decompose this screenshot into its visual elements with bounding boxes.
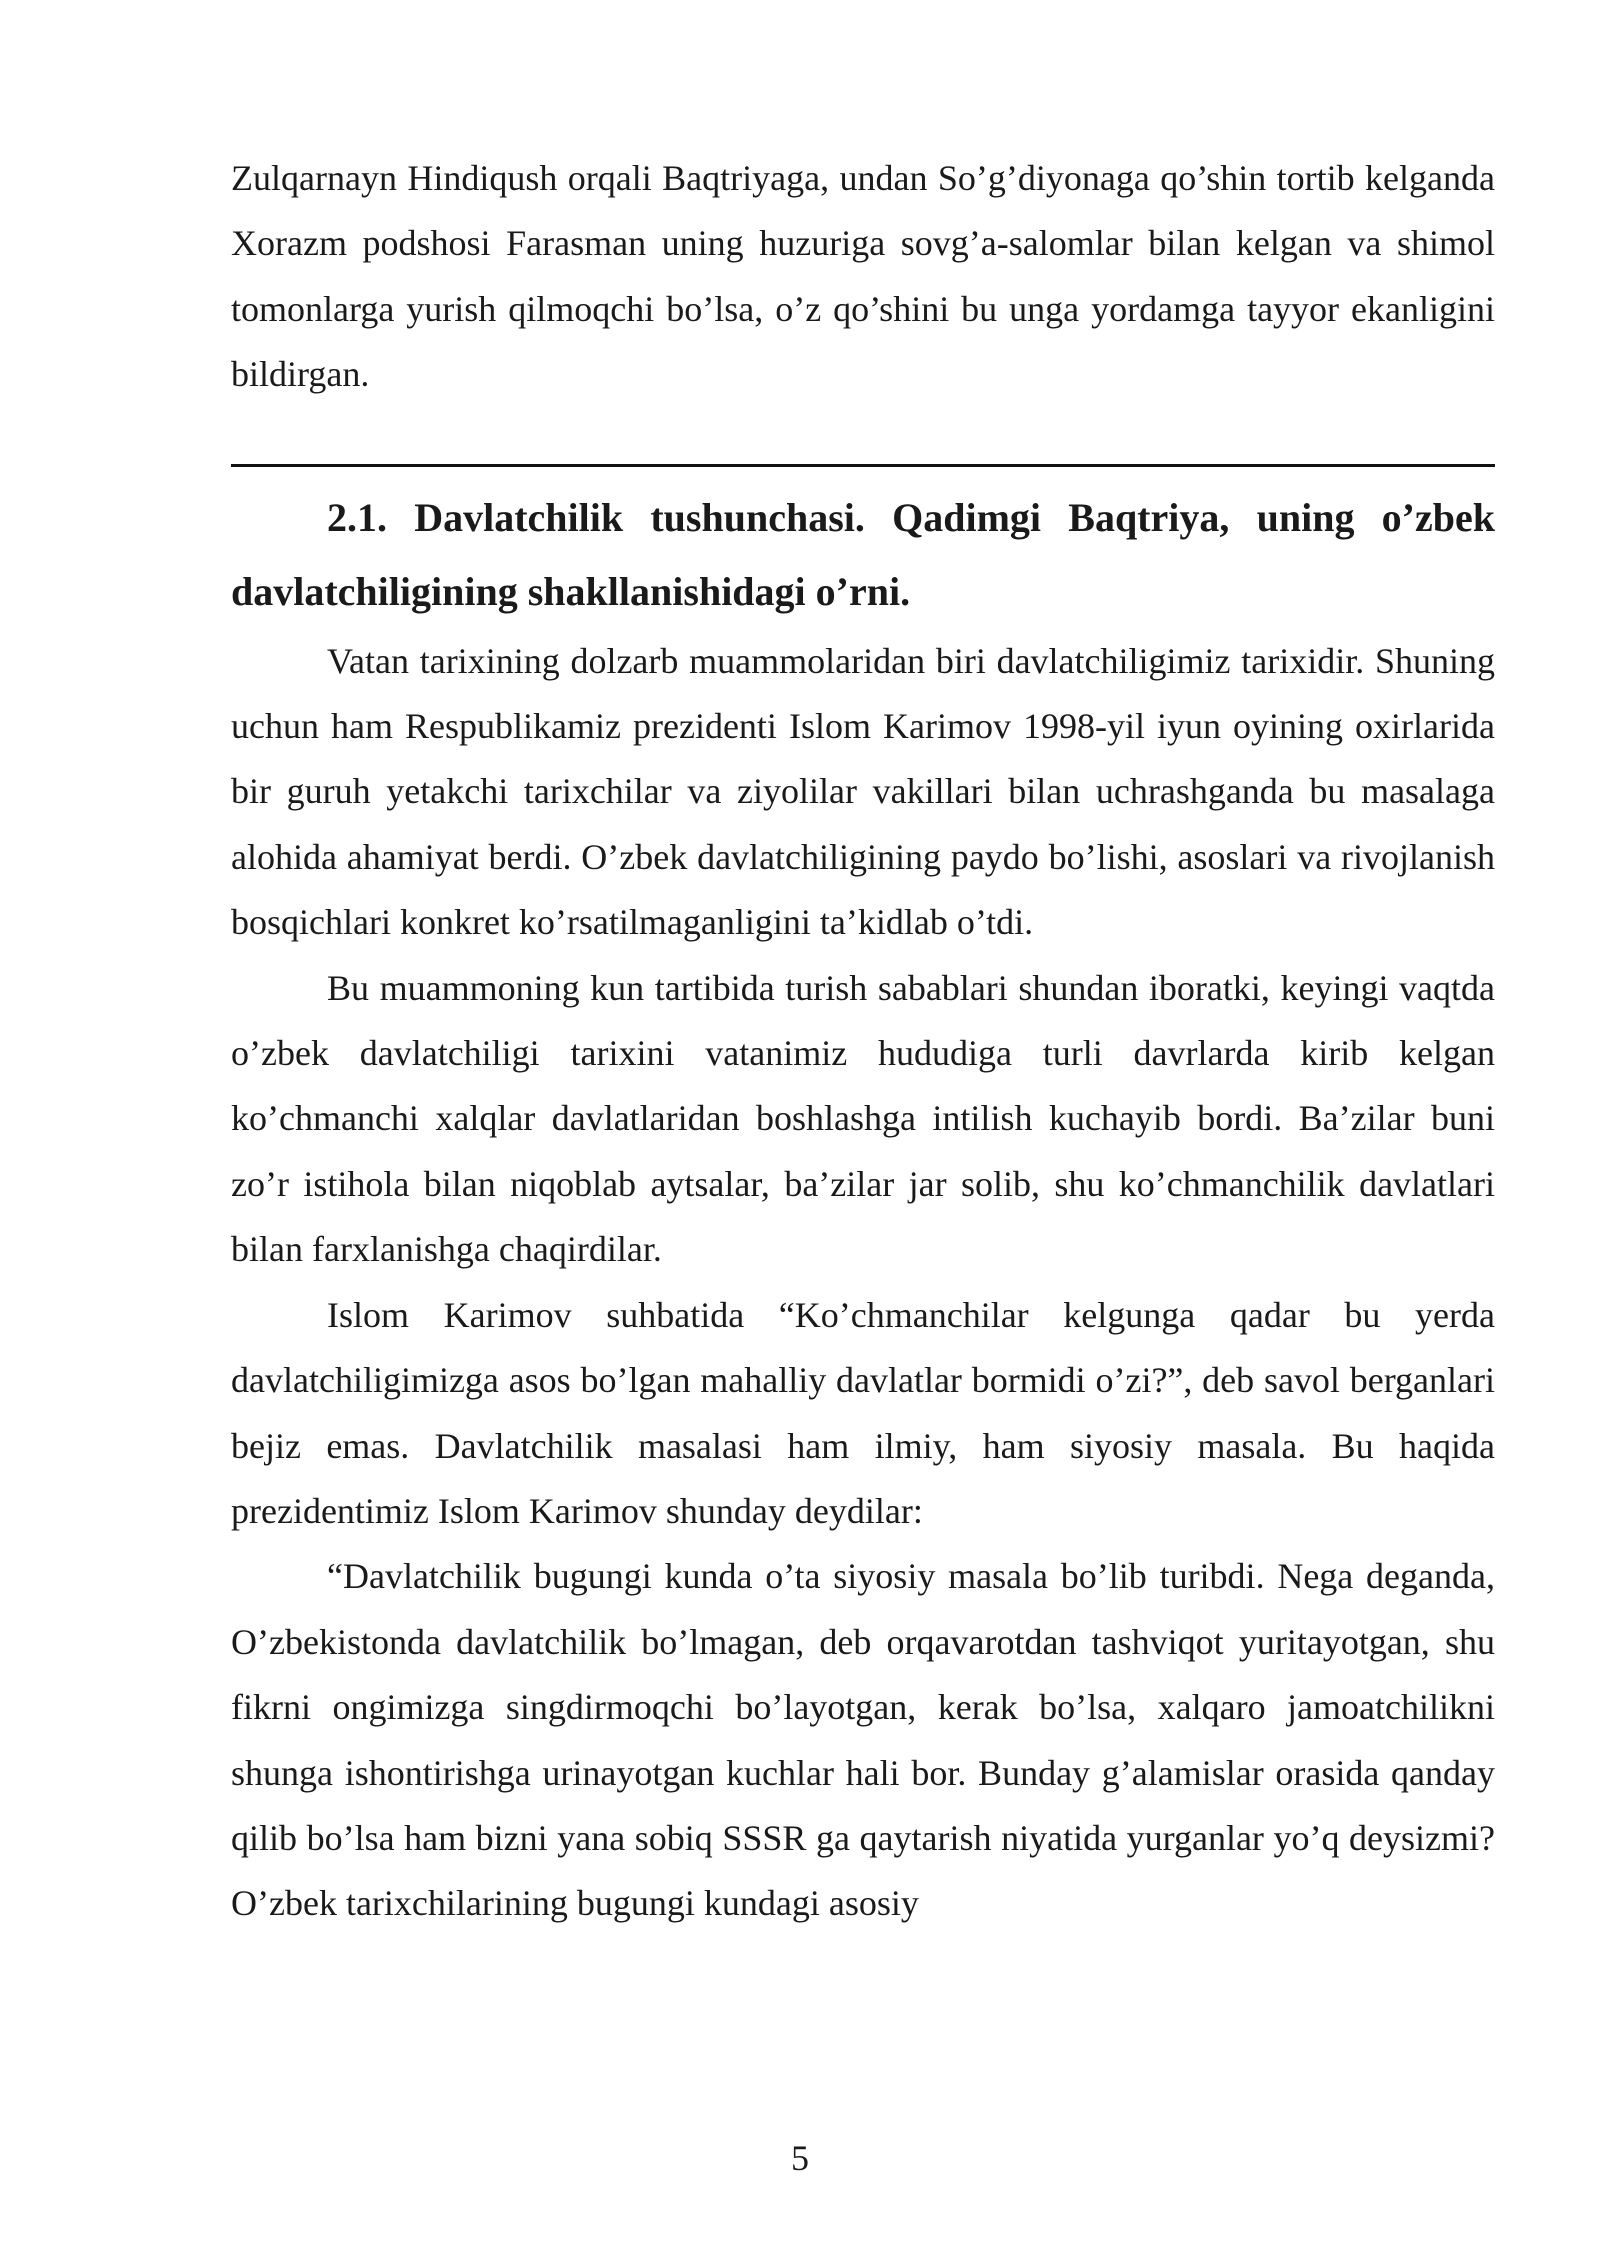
page-body <box>231 146 1495 1937</box>
page-number: 5 <box>791 2138 809 2178</box>
body-paragraph-3: Islom Karimov suhbatida “Ko’chmanchilar kelgunga qadar bu yerda davlatchiligimizga asos bo’lgan mahalliy davlatlar bormidi o’zi?”, deb savol berganlari bejiz emas. Davlatchilik masalasi ham ilmiy, ham siyosiy masala. Bu haqida prezidentimiz Islom Karimov shunday deydilar: <box>231 1294 1495 1531</box>
intro-paragraph: Zulqarnayn Hindiqush orqali Baqtriyaga, undan So’g’diyonaga qo’shin tortib kelganda Xorazm podshosi Farasman uning huzuriga sovg’a-salomlar bilan kelgan va shimol tomonlarga yurish qilmoqchi bo’lsa, o’z qo’shini bu unga yordamga tayyor ekanligini bildirgan. <box>231 158 1495 395</box>
body-paragraph-4: “Davlatchilik bugungi kunda o’ta siyosiy masala bo’lib turibdi. Nega deganda, O’zbekistonda davlatchilik bo’lmagan, deb orqavarotdan tashviqot yuritayotgan, shu fikrni ongimizga singdirmoqchi bo’layotgan, kerak bo’lsa, xalqaro jamoatchilikni shunga ishontirishga urinayotgan kuchlar hali bor. Bunday g’alamislar orasida qanday qilib bo’lsa ham bizni yana sobiq SSSR ga qaytarish niyatida yurganlar yo’q deysizmi? O’zbek tarixchilarining bugungi kundagi asosiy <box>231 1556 1495 1924</box>
section-divider <box>231 464 1495 467</box>
body-paragraph-2: Bu muammoning kun tartibida turish sabablari shundan iboratki, keyingi vaqtda o’zbek davlatchiligi tarixini vatanimiz hududiga turli davrlarda kirib kelgan ko’chmanchi xalqlar davlatlaridan boshlashga intilish kuchayib bordi. Ba’zilar buni zo’r istihola bilan niqoblab aytsalar, ba’zilar jar solib, shu ko’chmanchilik davlatlari bilan farxlanishga chaqirdilar. <box>231 967 1495 1270</box>
section-heading: 2.1. Davlatchilik tushunchasi. Qadimgi Baqtriya, uning o’zbek davlatchiligining shakllanishidagi o’rni. <box>231 494 1495 614</box>
body-paragraph-1: Vatan tarixining dolzarb muammolaridan biri davlatchiligimiz tarixidir. Shuning uchun ham Respublikamiz prezidenti Islom Karimov 1998-yil iyun oyining oxirlarida bir guruh yetakchi tarixchilar va ziyolilar vakillari bilan uchrashganda bu masalaga alohida ahamiyat berdi. O’zbek davlatchiligining paydo bo’lishi, asoslari va rivojlanish bosqichlari konkret ko’rsatilmaganligini ta’kidlab o’tdi. <box>231 640 1495 943</box>
